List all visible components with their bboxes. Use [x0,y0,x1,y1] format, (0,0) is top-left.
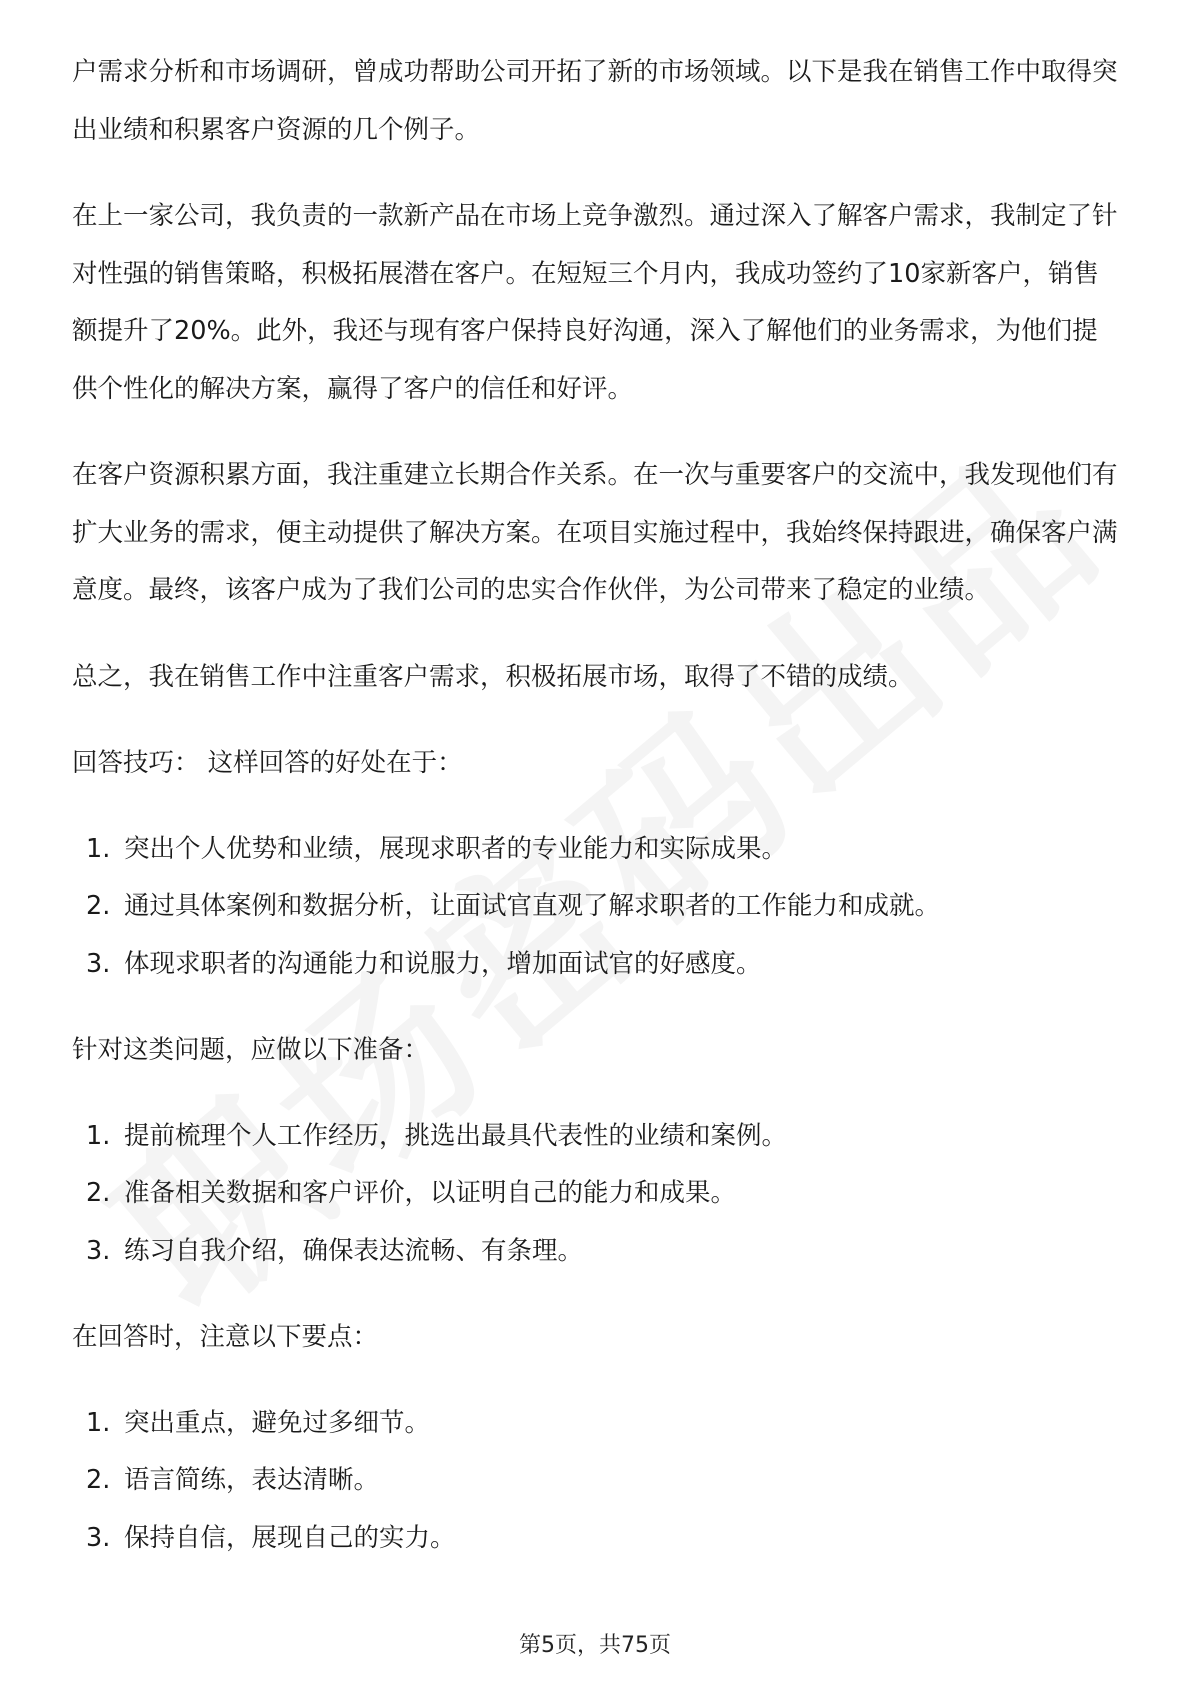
list-text: 提前梳理个人工作经历，挑选出最具代表性的业绩和案例。 [124,1120,788,1151]
list-text: 突出个人优势和业绩，展现求职者的专业能力和实际成果。 [124,833,788,864]
tips-heading: 回答技巧： 这样回答的好处在于： [72,748,463,778]
list-number: 3. [86,948,111,979]
document-body [72,44,1120,1567]
list-number: 3. [86,1235,111,1266]
list-item [72,878,1120,936]
list-text: 语言简练，表达清晰。 [124,1465,380,1495]
list-number: 1. [86,833,111,864]
list-item [72,1108,1120,1166]
paragraph-intro: 户需求分析和市场调研，曾成功帮助公司开拓了新的市场领域。以下是我在销售工作中取得突出业绩和积累客户资源的几个例子。 [72,57,1118,145]
list-number: 1. [86,1407,111,1438]
list-item [72,1452,1120,1510]
tips-list [72,821,1120,994]
page-number-footer: 第5页，共75页 [519,1633,671,1658]
list-item [72,1395,1120,1453]
list-item [72,1165,1120,1223]
list-number: 2. [86,1465,111,1495]
paragraph-summary: 总之，我在销售工作中注重客户需求，积极拓展市场，取得了不错的成绩。 [72,661,914,692]
list-text: 保持自信，展现自己的实力。 [124,1522,456,1553]
list-item [72,936,1120,994]
list-item [72,821,1120,879]
list-item [72,1510,1120,1568]
prep-list [72,1108,1120,1281]
list-number: 1. [86,1120,111,1151]
list-text: 体现求职者的沟通能力和说服力，增加面试官的好感度。 [124,948,762,979]
list-number: 2. [86,1178,111,1208]
list-text: 突出重点，避免过多细节。 [124,1407,431,1438]
notes-heading: 在回答时，注意以下要点： [72,1322,379,1352]
paragraph-example-new-product: 在上一家公司，我负责的一款新产品在市场上竞争激烈。通过深入了解客户需求，我制定了针对性强的销售策略，积极拓展潜在客户。在短短三个月内，我成功签约了10家新客户，销售额提升了20%。此外，我还与现有客户保持良好沟通，深入了解他们的业务需求，为他们提供个性化的解决方案，赢得了客户的信任和好评。 [72,201,1118,404]
list-number: 3. [86,1522,111,1553]
list-text: 准备相关数据和客户评价，以证明自己的能力和成果。 [124,1178,737,1208]
list-item [72,1223,1120,1281]
prep-heading: 针对这类问题，应做以下准备： [72,1035,430,1065]
paragraph-example-client-resources: 在客户资源积累方面，我注重建立长期合作关系。在一次与重要客户的交流中，我发现他们有扩大业务的需求，便主动提供了解决方案。在项目实施过程中，我始终保持跟进，确保客户满意度。最终，该客户成为了我们公司的忠实合作伙伴，为公司带来了稳定的业绩。 [72,460,1118,605]
list-text: 通过具体案例和数据分析，让面试官直观了解求职者的工作能力和成就。 [124,891,941,921]
list-text: 练习自我介绍，确保表达流畅、有条理。 [124,1235,584,1266]
list-number: 2. [86,891,111,921]
notes-list [72,1395,1120,1568]
